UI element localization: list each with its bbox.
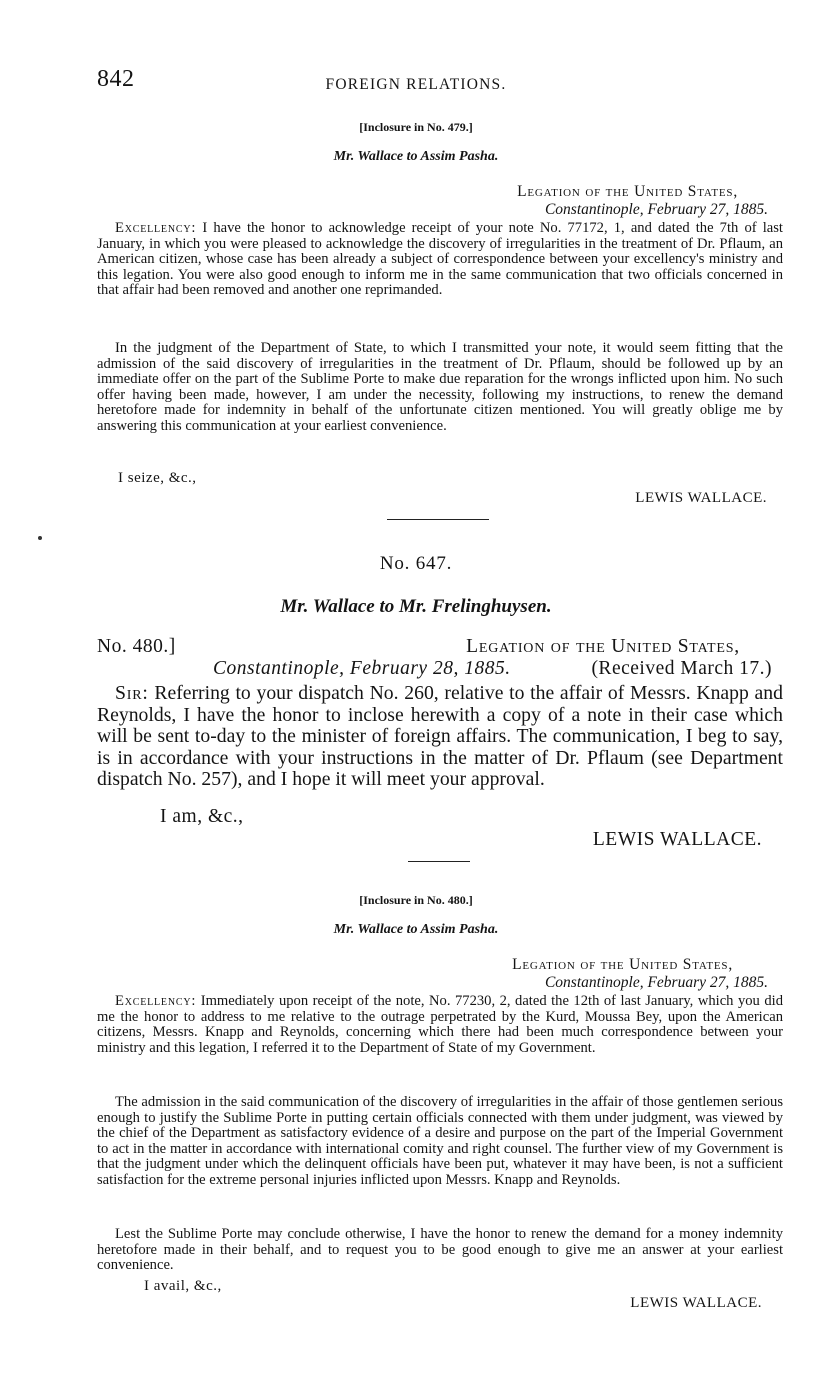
letter-paragraph: Lest the Sublime Porte may conclude otherwise, I have the honor to renew the demand for a money indemnity heretofore made in their behalf, and to request you to be good enough to give me an answer at your earliest convenience. xyxy=(97,1226,783,1274)
received-note: (Received March 17.) xyxy=(591,658,772,679)
letter-heading: Mr. Wallace to Assim Pasha. xyxy=(333,149,499,164)
letter-paragraph xyxy=(97,994,783,1056)
legation-line: Legation of the United States, xyxy=(517,183,738,200)
running-title: FOREIGN RELATIONS. xyxy=(325,76,507,93)
legation-line: Legation of the United States, xyxy=(512,956,733,973)
enclosure-label: [Inclosure in No. 480.] xyxy=(359,893,473,907)
enclosure-label: [Inclosure in No. 479.] xyxy=(359,120,473,134)
dispatch-number: No. 647. xyxy=(379,553,453,574)
dispatch-reference: No. 480.] xyxy=(97,636,176,657)
salutation: Excellency: xyxy=(115,993,197,1009)
salutation: Sir: xyxy=(115,682,149,704)
legation-line: Legation of the United States, xyxy=(466,636,740,657)
date-line: Constantinople, February 27, 1885. xyxy=(544,974,768,991)
letter-paragraph xyxy=(97,221,783,299)
date-line: Constantinople, February 28, 1885. xyxy=(213,658,511,679)
closing: I seize, &c., xyxy=(118,470,197,486)
closing: I am, &c., xyxy=(160,806,244,827)
dispatch-heading: Mr. Wallace to Mr. Frelinghuysen. xyxy=(280,596,552,617)
paragraph-text: I have the honor to acknowledge receipt of your note No. 77172, 1, and dated the 7th of last January, in which you were pleased to acknowledge the discovery of irregularities in the treatment of Dr. Pflaum, an American citizen, whose case has been already a subject of correspondence between your excellency's ministry and this legation. You were also good enough to inform me in the same communication that two officials concerned in that affair had been removed and another one reprimanded. xyxy=(97,220,783,299)
paragraph-text: Immediately upon receipt of the note, No. 77230, 2, dated the 12th of last January, which you did me the honor to address to me relative to the outrage perpetrated by the Kurd, Moussa Bey, upon the American citizens, Messrs. Knapp and Reynolds, concerning which there had been much correspondence between your ministry and this legation, I referred it to the Department of State of my Government. xyxy=(97,993,783,1056)
ink-speck xyxy=(38,536,42,540)
signature: LEWIS WALLACE. xyxy=(635,490,767,506)
section-divider xyxy=(408,861,470,862)
salutation: Excellency: xyxy=(115,220,197,236)
signature: LEWIS WALLACE. xyxy=(630,1295,762,1311)
date-line: Constantinople, February 27, 1885. xyxy=(544,201,768,218)
letter-paragraph: In the judgment of the Department of State, to which I transmitted your note, it would seem fitting that the admission of the said discovery of irregularities in the treatment of Dr. Pflaum, should be followed up by an immediate offer on the part of the Sublime Porte to make due reparation for the wrongs inflicted upon him. No such offer having been made, however, I am under the necessity, following my instructions, to renew the demand heretofore made for indemnity in behalf of the unfortunate citizen mentioned. You will greatly oblige me by answering this communication at your earliest convenience. xyxy=(97,340,783,434)
closing: I avail, &c., xyxy=(144,1278,222,1294)
signature: LEWIS WALLACE. xyxy=(592,829,762,850)
letter-paragraph: The admission in the said communication of the discovery of irregularities in the affair of those gentlemen serious enough to justify the Sublime Porte in putting certain officials connected with them under judgment, was viewed by the chief of the Department as satisfactory evidence of a desire and purpose on the part of the Imperial Government to act in the matter in accordance with international comity and right counsel. The further view of my Government is that the judgment under which the delinquent officials have been put, whatever it may have been, is not a sufficient satisfaction for the extreme personal injuries inflicted upon Messrs. Knapp and Reynolds. xyxy=(97,1094,783,1188)
section-divider xyxy=(387,519,489,520)
letter-heading: Mr. Wallace to Assim Pasha. xyxy=(333,922,499,937)
dispatch-paragraph xyxy=(97,683,783,791)
paragraph-text: Referring to your dispatch No. 260, relative to the affair of Messrs. Knapp and Reynolds, I have the honor to inclose herewith a copy of a note in their case which will be sent to-day to the minister of foreign affairs. The communication, I beg to say, is in accordance with your instructions in the matter of Dr. Pflaum (see Department dispatch No. 257), and I hope it will meet your approval. xyxy=(97,682,783,791)
page-number: 842 xyxy=(97,66,135,92)
